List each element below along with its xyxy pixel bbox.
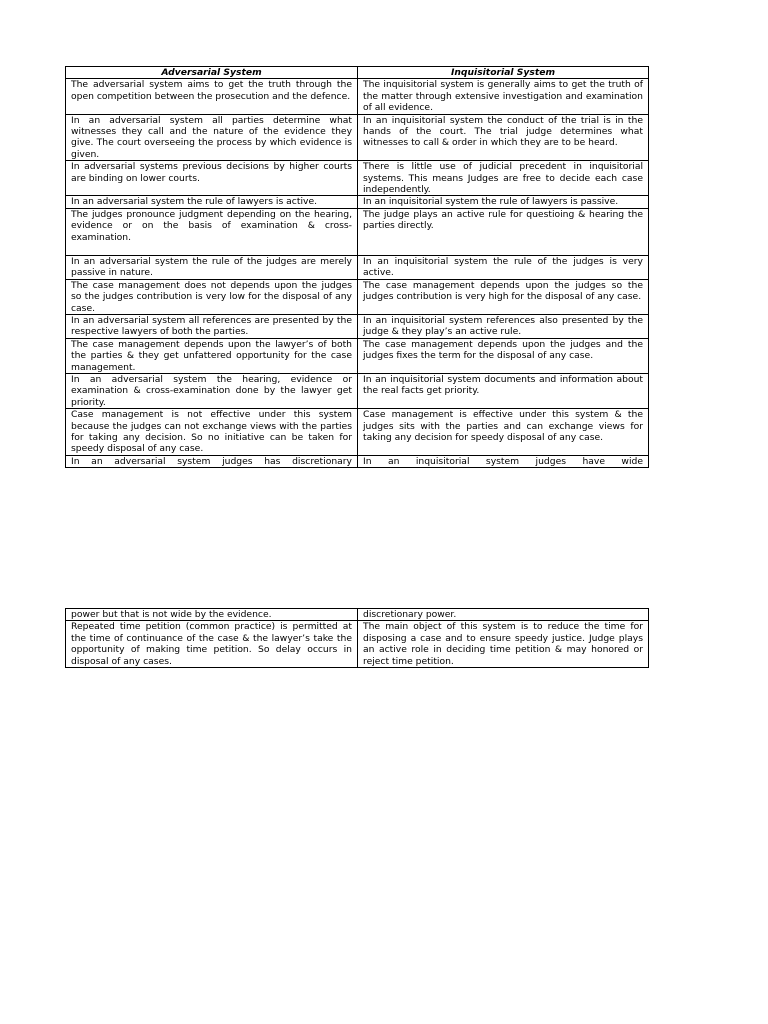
- inquisitorial-cell: In an inquisitorial system references also presented by the judge & they play’s an active rule.: [358, 314, 649, 338]
- header-inquisitorial: Inquisitorial System: [358, 67, 649, 79]
- table-row: [66, 208, 649, 255]
- adversarial-cell: The judges pronounce judgment depending on the hearing, evidence or on the basis of examination & cross-examination.: [66, 208, 358, 255]
- adversarial-cell: In adversarial systems previous decisions by higher courts are binding on lower courts.: [66, 161, 358, 196]
- adversarial-cell: The case management does not depends upon the judges so the judges contribution is very low for the disposal of any case.: [66, 279, 358, 314]
- adversarial-cell: The adversarial system aims to get the truth through the open competition between the prosecution and the defence.: [66, 79, 358, 114]
- inquisitorial-cell: In an inquisitorial system judges have wide: [358, 455, 649, 467]
- inquisitorial-cell: There is little use of judicial precedent in inquisitorial systems. This means Judges are free to decide each case independently.: [358, 161, 649, 196]
- inquisitorial-cell: The inquisitorial system is generally aims to get the truth of the matter through extensive investigation and examination of all evidence.: [358, 79, 649, 114]
- table-row: [66, 79, 649, 114]
- table-header-row: [66, 67, 649, 79]
- inquisitorial-cell: discretionary power.: [358, 609, 649, 621]
- table-row: [66, 621, 649, 668]
- table-row: [66, 314, 649, 338]
- inquisitorial-cell: In an inquisitorial system the rule of lawyers is passive.: [358, 196, 649, 208]
- adversarial-cell: In an adversarial system the hearing, evidence or examination & cross-examination done by the lawyer get priority.: [66, 373, 358, 408]
- adversarial-cell: The case management depends upon the lawyer’s of both the parties & they get unfattered opportunity for the case management.: [66, 338, 358, 373]
- table-row: [66, 409, 649, 456]
- inquisitorial-cell: The judge plays an active rule for questioing & hearing the parties directly.: [358, 208, 649, 255]
- inquisitorial-cell: The case management depends upon the judges and the judges fixes the term for the disposal of any case.: [358, 338, 649, 373]
- inquisitorial-cell: In an inquisitorial system the rule of the judges is very active.: [358, 255, 649, 279]
- table-row: [66, 455, 649, 467]
- adversarial-cell: In an adversarial system the rule of the judges are merely passive in nature.: [66, 255, 358, 279]
- inquisitorial-cell: In an inquisitorial system documents and information about the real facts get priority.: [358, 373, 649, 408]
- adversarial-cell: In an adversarial system all parties determine what witnesses they call and the nature of the evidence they give. The court overseeing the process by which evidence is given.: [66, 114, 358, 161]
- inquisitorial-cell: The case management depends upon the judges so the judges contribution is very high for the disposal of any case.: [358, 279, 649, 314]
- table-row: [66, 609, 649, 621]
- adversarial-cell: In an adversarial system judges has discretionary: [66, 455, 358, 467]
- table-row: [66, 161, 649, 196]
- adversarial-cell: Case management is not effective under this system because the judges can not exchange views with the parties for taking any decision. So no initiative can be taken for speedy disposal of any case.: [66, 409, 358, 456]
- inquisitorial-cell: In an inquisitorial system the conduct of the trial is in the hands of the court. The trial judge determines what witnesses to call & order in which they are to be heard.: [358, 114, 649, 161]
- table-row: [66, 114, 649, 161]
- comparison-table-continued: [65, 608, 649, 668]
- adversarial-cell: In an adversarial system the rule of lawyers is active.: [66, 196, 358, 208]
- table-row: [66, 196, 649, 208]
- table-row: [66, 279, 649, 314]
- table-row: [66, 255, 649, 279]
- inquisitorial-cell: Case management is effective under this system & the judges sits with the parties and can exchange views for taking any decision for speedy disposal of any case.: [358, 409, 649, 456]
- header-adversarial: Adversarial System: [66, 67, 358, 79]
- adversarial-cell: Repeated time petition (common practice) is permitted at the time of continuance of the case & the lawyer’s take the opportunity of making time petition. So delay occurs in disposal of any cases.: [66, 621, 358, 668]
- adversarial-cell: In an adversarial system all references are presented by the respective lawyers of both the parties.: [66, 314, 358, 338]
- table-row: [66, 338, 649, 373]
- adversarial-cell: power but that is not wide by the evidence.: [66, 609, 358, 621]
- comparison-table: [65, 66, 649, 468]
- table-row: [66, 373, 649, 408]
- inquisitorial-cell: The main object of this system is to reduce the time for disposing a case and to ensure speedy justice. Judge plays an active role in deciding time petition & may honored or reject time petition.: [358, 621, 649, 668]
